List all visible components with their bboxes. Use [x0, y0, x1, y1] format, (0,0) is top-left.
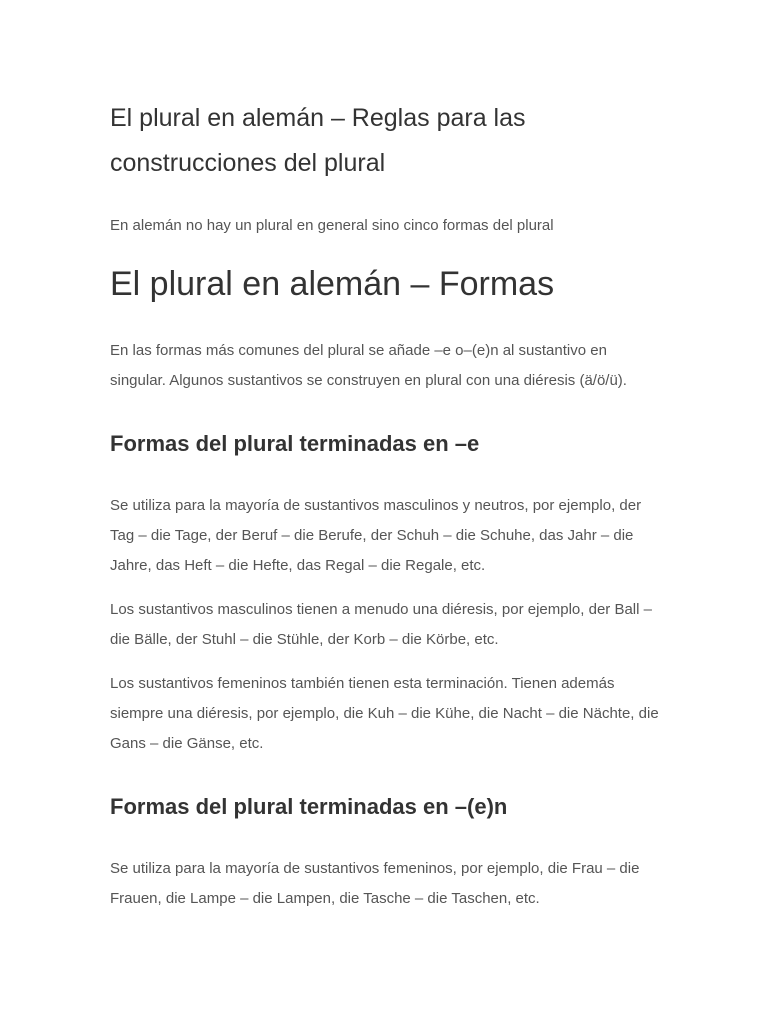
intro-paragraph: En alemán no hay un plural en general sino cinco formas del plural [110, 217, 554, 234]
heading-plural-en: Formas del plural terminadas en –(e)n [110, 794, 508, 819]
paragraph-plural-e-3: Los sustantivos femeninos también tienen esta terminación. Tienen además siempre una diéresis, por ejemplo, die Kuh – die Kühe, die Nacht – die Nächte, die Gans – die Gänse, etc. [110, 675, 659, 752]
document-title: El plural en alemán – Reglas para las construcciones del plural [110, 104, 526, 177]
paragraph-plural-e-1: Se utiliza para la mayoría de sustantivos masculinos y neutros, por ejemplo, der Tag – die Tage, der Beruf – die Berufe, der Schuh – die Schuhe, das Jahr – die Jahre, das Heft – die Hefte, das Regal – die Regale, etc. [110, 497, 642, 574]
heading-plural-e: Formas del plural terminadas en –e [110, 431, 480, 456]
paragraph-plural-en-1: Se utiliza para la mayoría de sustantivos femeninos, por ejemplo, die Frau – die Frauen, die Lampe – die Lampen, die Tasche – die Taschen, etc. [110, 860, 640, 907]
heading-formas: El plural en alemán – Formas [110, 265, 555, 303]
paragraph-formas: En las formas más comunes del plural se añade –e o–(e)n al sustantivo en singular. Algunos sustantivos se construyen en plural con una diéresis (ä/ö/ü). [110, 342, 627, 389]
paragraph-plural-e-2: Los sustantivos masculinos tienen a menudo una diéresis, por ejemplo, der Ball – die Bälle, der Stuhl – die Stühle, der Korb – die Körbe, etc. [110, 601, 652, 648]
